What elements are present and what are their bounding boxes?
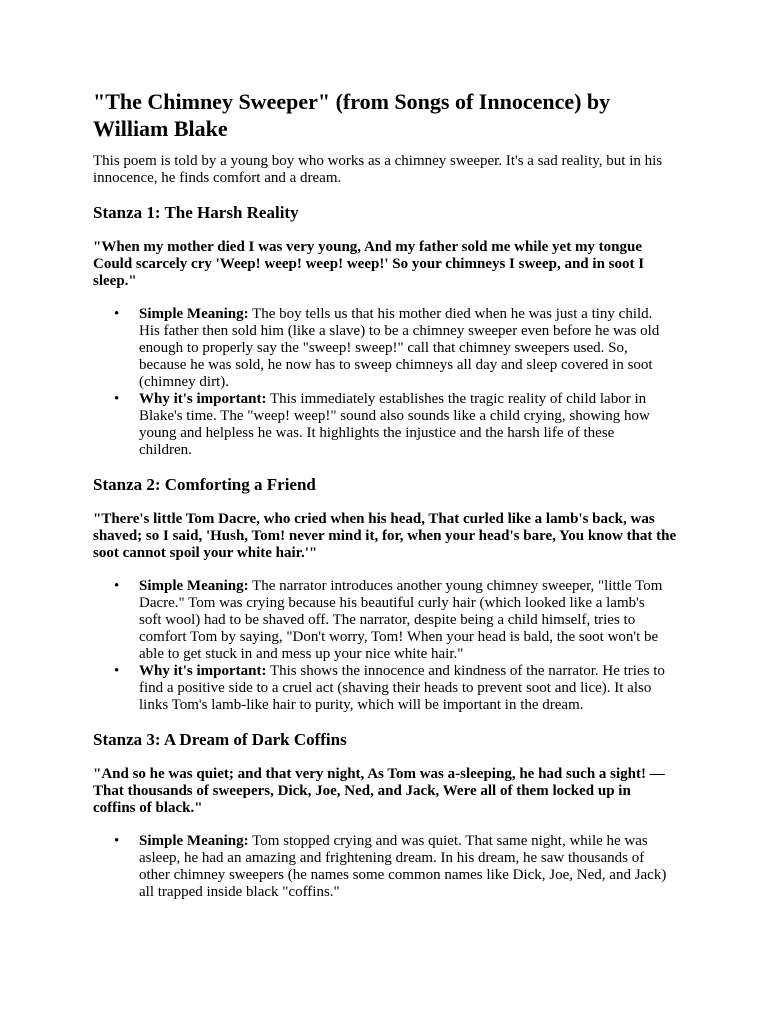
list-item (93, 663, 669, 714)
stanza-section-3 (93, 730, 677, 901)
bullet-icon: • (114, 833, 120, 849)
list-item (93, 391, 669, 459)
stanza-heading: Stanza 3: A Dream of Dark Coffins (93, 730, 347, 749)
bullet-term: Why it's important: (139, 663, 267, 679)
list-item (93, 306, 669, 391)
stanza-quote: "And so he was quiet; and that very night, As Tom was a-sleeping, he had such a sight! — That thousands of sweepers, Dick, Joe, Ned, and Jack, Were all of them locked up in coffins of black." (93, 766, 665, 816)
bullet-text: This shows the innocence and kindness of the narrator. He tries to find a positive side to a cruel act (shaving their heads to prevent soot and lice). It also links Tom's lamb-like hair to purity, which will be important in the dream. (139, 663, 665, 713)
bullet-term: Simple Meaning: (139, 578, 249, 594)
explanation-list (93, 306, 677, 459)
bullet-icon: • (114, 663, 120, 679)
bullet-term: Simple Meaning: (139, 833, 249, 849)
stanza-quote: "There's little Tom Dacre, who cried when his head, That curled like a lamb's back, was shaved; so I said, 'Hush, Tom! never mind it, for, when your head's bare, You know that the soot cannot spoil your white hair.'" (93, 511, 677, 561)
document-title: "The Chimney Sweeper" (from Songs of Innocence) by William Blake (93, 89, 611, 141)
bullet-text: Tom stopped crying and was quiet. That same night, while he was asleep, he had an amazing and frightening dream. In his dream, he saw thousands of other chimney sweepers (he names some common names like Dick, Joe, Ned, and Jack) all trapped inside black "coffins." (139, 833, 667, 900)
document-page (93, 88, 677, 917)
bullet-text: The narrator introduces another young chimney sweeper, "little Tom Dacre." Tom was crying because his beautiful curly hair (which looked like a lamb's soft wool) had to be shaved off. The narrator, despite being a child himself, tries to comfort Tom by saying, "Don't worry, Tom! When your head is bald, the soot won't be able to get stuck in and mess up your nice white hair." (139, 578, 663, 662)
stanza-heading: Stanza 2: Comforting a Friend (93, 475, 316, 494)
bullet-icon: • (114, 578, 120, 594)
bullet-term: Simple Meaning: (139, 306, 249, 322)
list-item (93, 833, 669, 901)
stanza-section-1 (93, 203, 677, 459)
explanation-list (93, 833, 677, 901)
stanza-heading: Stanza 1: The Harsh Reality (93, 203, 299, 222)
bullet-icon: • (114, 391, 120, 407)
bullet-text: The boy tells us that his mother died when he was just a tiny child. His father then sold him (like a slave) to be a chimney sweeper even before he was old enough to properly say the "sweep! sweep!" call that chimney sweepers used. So, because he was sold, he now has to sweep chimneys all day and sleep covered in soot (chimney dirt). (139, 306, 660, 390)
intro-paragraph: This poem is told by a young boy who works as a chimney sweeper. It's a sad reality, but in his innocence, he finds comfort and a dream. (93, 153, 663, 186)
explanation-list (93, 578, 677, 714)
stanza-section-2 (93, 475, 677, 714)
bullet-term: Why it's important: (139, 391, 267, 407)
stanza-quote: "When my mother died I was very young, And my father sold me while yet my tongue Could scarcely cry 'Weep! weep! weep! weep!' So your chimneys I sweep, and in soot I sleep." (93, 239, 645, 289)
bullet-text: This immediately establishes the tragic reality of child labor in Blake's time. The "weep! weep!" sound also sounds like a child crying, showing how young and helpless he was. It highlights the injustice and the harsh life of these children. (139, 391, 650, 458)
list-item (93, 578, 669, 663)
bullet-icon: • (114, 306, 120, 322)
